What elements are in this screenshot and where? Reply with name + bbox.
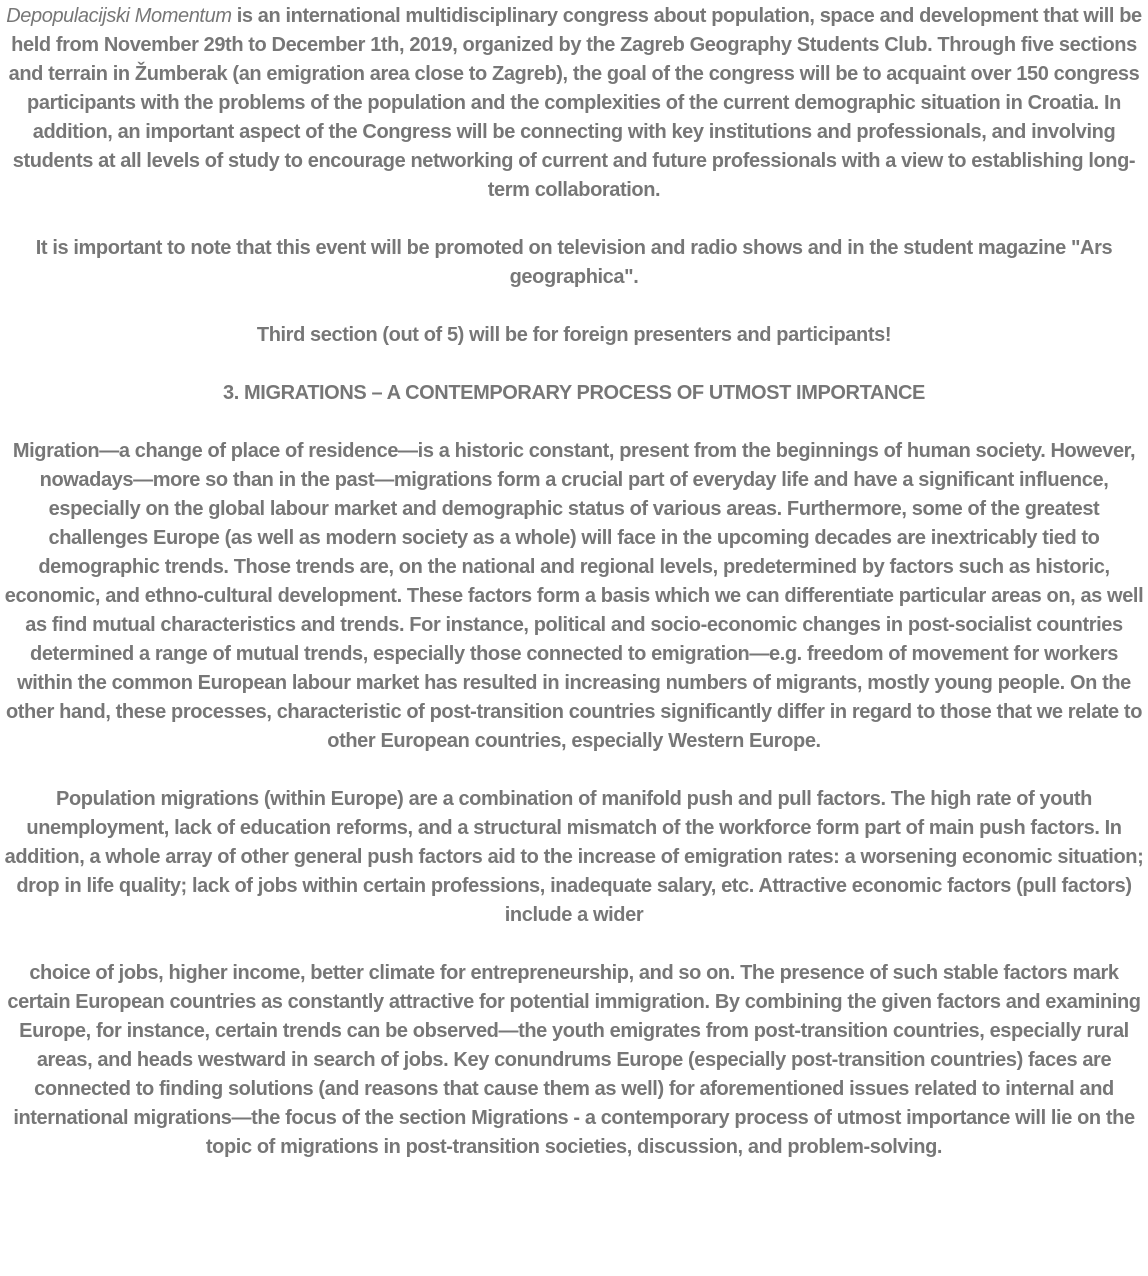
section-heading: 3. MIGRATIONS – A CONTEMPORARY PROCESS OF UTMOST IMPORTANCE [223, 382, 925, 404]
event-name: Depopulacijski Momentum [6, 5, 232, 27]
migration-paragraph-2: Population migrations (within Europe) are a combination of manifold push and pull factors. The high rate of youth unemployment, lack of education reforms, and a structural mismatch of the workforce form part of main push factors. In addition, a whole array of other general push factors aid to the increase of emigration rates: a worsening economic situation; drop in life quality; lack of jobs within certain professions, inadequate salary, etc. Attractive economic factors (pull factors) include a wider [4, 788, 1144, 926]
migration-paragraph-3: choice of jobs, higher income, better climate for entrepreneurship, and so on. The presence of such stable factors mark certain European countries as constantly attractive for potential immigration. By combining the given factors and examining Europe, for instance, certain trends can be observed—the youth emigrates from post-transition countries, especially rural areas, and heads westward in search of jobs. Key conundrums Europe (especially post-transition countries) faces are connected to finding solutions (and reasons that cause them as well) for aforementioned issues related to internal and international migrations—the focus of the section Migrations - a contemporary process of utmost importance will lie on the topic of migrations in post-transition societies, discussion, and problem-solving. [7, 962, 1141, 1158]
promotion-paragraph: It is important to note that this event will be promoted on television and radio shows and in the student magazine "Ars geographica". [35, 237, 1113, 288]
third-section-note: Third section (out of 5) will be for foreign presenters and participants! [256, 324, 892, 346]
intro-paragraph [0, 2, 1148, 205]
migration-paragraph-1: Migration—a change of place of residence—is a historic constant, present from the beginnings of human society. However, nowadays—more so than in the past—migrations form a crucial part of everyday life and have a significant influence, especially on the global labour market and demographic status of various areas. Furthermore, some of the greatest challenges Europe (as well as modern society as a whole) will face in the upcoming decades are inextricably tied to demographic trends. Those trends are, on the national and regional levels, predetermined by factors such as historic, economic, and ethno-cultural development. These factors form a basis which we can differentiate particular areas on, as well as find mutual characteristics and trends. For instance, political and socio-economic changes in post-socialist countries determined a range of mutual trends, especially those connected to emigration—e.g. freedom of movement for workers within the common European labour market has resulted in increasing numbers of migrants, mostly young people. On the other hand, these processes, characteristic of post-transition countries significantly differ in regard to those that we relate to other European countries, especially Western Europe. [4, 440, 1144, 752]
intro-text: is an international multidisciplinary congress about population, space and development that will be held from November 29th to December 1th, 2019, organized by the Zagreb Geography Students Club. Through five sections and terrain in Žumberak (an emigration area close to Zagreb), the goal of the congress will be to acquaint over 150 congress participants with the problems of the population and the complexities of the current demographic situation in Croatia. In addition, an important aspect of the Congress will be connecting with key institutions and professionals, and involving students at all levels of study to encourage networking of current and future professionals with a view to establishing long-term collaboration. [8, 5, 1142, 201]
